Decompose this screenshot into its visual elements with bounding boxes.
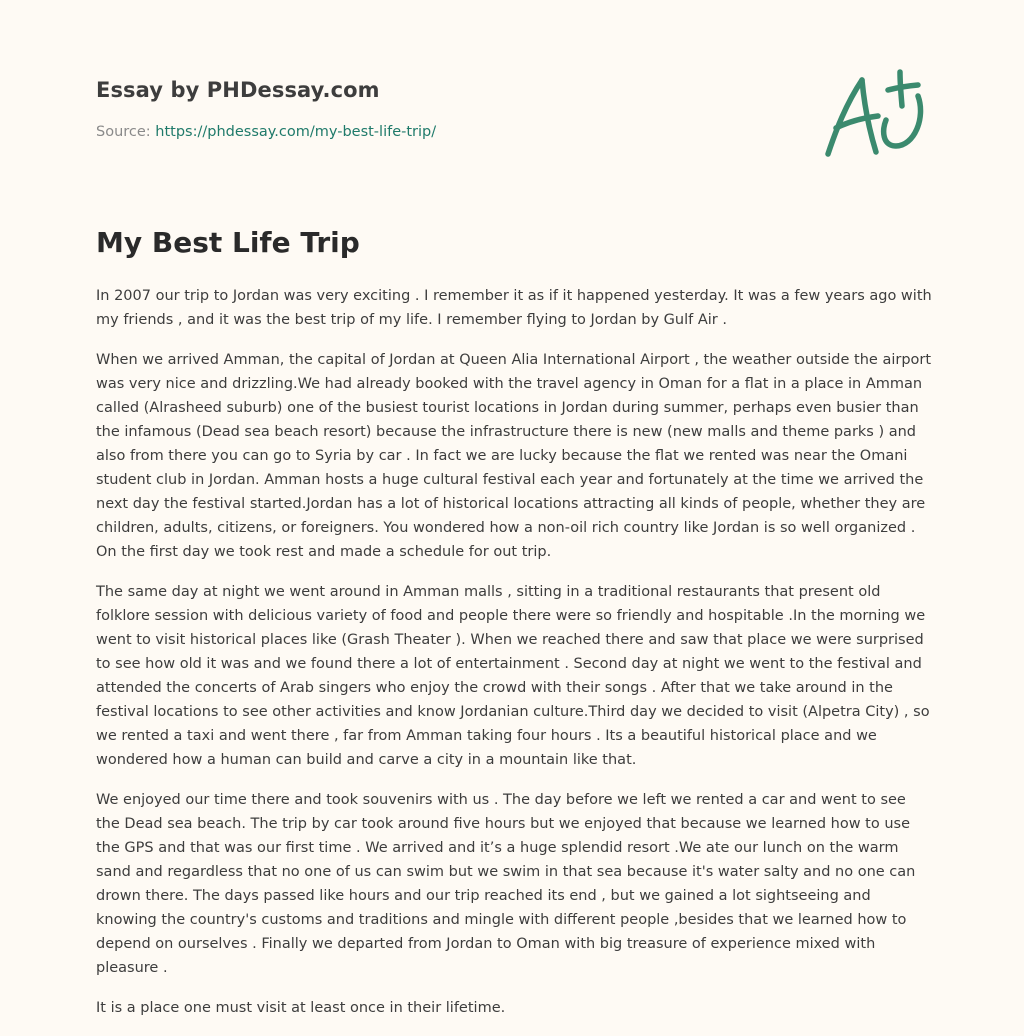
essay-body xyxy=(96,284,932,1036)
essay-paragraph: It is a place one must visit at least once in their lifetime. xyxy=(96,1000,506,1016)
essay-paragraph: The same day at night we went around in Amman malls , sitting in a traditional restaurants that present old folklore session with delicious variety of food and people there were so friendly and hospitable .In the morning we went to visit historical places like (Grash Theater ). When we reached there and saw that place we were surprised to see how old it was and we found there a lot of entertainment . Second day at night we went to the festival and attended the concerts of Arab singers who enjoy the crowd with their songs . After that we take around in the festival locations to see other activities and know Jordanian culture.Third day we decided to visit (Alpetra City) , so we rented a taxi and went there , far from Amman taking four hours . Its a beautiful historical place and we wondered how a human can build and carve a city in a mountain like that. xyxy=(96,584,930,768)
source-line xyxy=(96,124,436,140)
site-brand: Essay by PHDessay.com xyxy=(96,78,380,102)
source-link[interactable]: https://phdessay.com/my-best-life-trip/ xyxy=(155,124,437,140)
essay-page xyxy=(96,0,932,1036)
a-plus-grade-icon xyxy=(822,68,926,164)
essay-paragraph: In 2007 our trip to Jordan was very exciting . I remember it as if it happened yesterday. It was a few years ago with my friends , and it was the best trip of my life. I remember flying to Jordan by Gulf Air . xyxy=(96,288,932,328)
essay-title: My Best Life Trip xyxy=(96,226,360,259)
essay-header xyxy=(96,76,932,176)
source-label: Source: xyxy=(96,124,151,140)
essay-paragraph: When we arrived Amman, the capital of Jordan at Queen Alia International Airport , the weather outside the airport was very nice and drizzling.We had already booked with the travel agency in Oman for a flat in a place in Amman called (Alrasheed suburb) one of the busiest tourist locations in Jordan during summer, perhaps even busier than the infamous (Dead sea beach resort) because the infrastructure there is new (new malls and theme parks ) and also from there you can go to Syria by car . In fact we are lucky because the flat we rented was near the Omani student club in Jordan. Amman hosts a huge cultural festival each year and fortunately at the time we arrived the next day the festival started.Jordan has a lot of historical locations attracting all kinds of people, whether they are children, adults, citizens, or foreigners. You wondered how a non-oil rich country like Jordan is so well organized . On the first day we took rest and made a schedule for out trip. xyxy=(96,352,932,560)
essay-paragraph: We enjoyed our time there and took souvenirs with us . The day before we left we rented a car and went to see the Dead sea beach. The trip by car took around five hours but we enjoyed that because we learned how to use the GPS and that was our first time . We arrived and it’s a huge splendid resort .We ate our lunch on the warm sand and regardless that no one of us can swim but we swim in that sea because it's water salty and no one can drown there. The days passed like hours and our trip reached its end , but we gained a lot sightseeing and knowing the country's customs and traditions and mingle with different people ,besides that we learned how to depend on ourselves . Finally we departed from Jordan to Oman with big treasure of experience mixed with pleasure . xyxy=(96,792,916,976)
